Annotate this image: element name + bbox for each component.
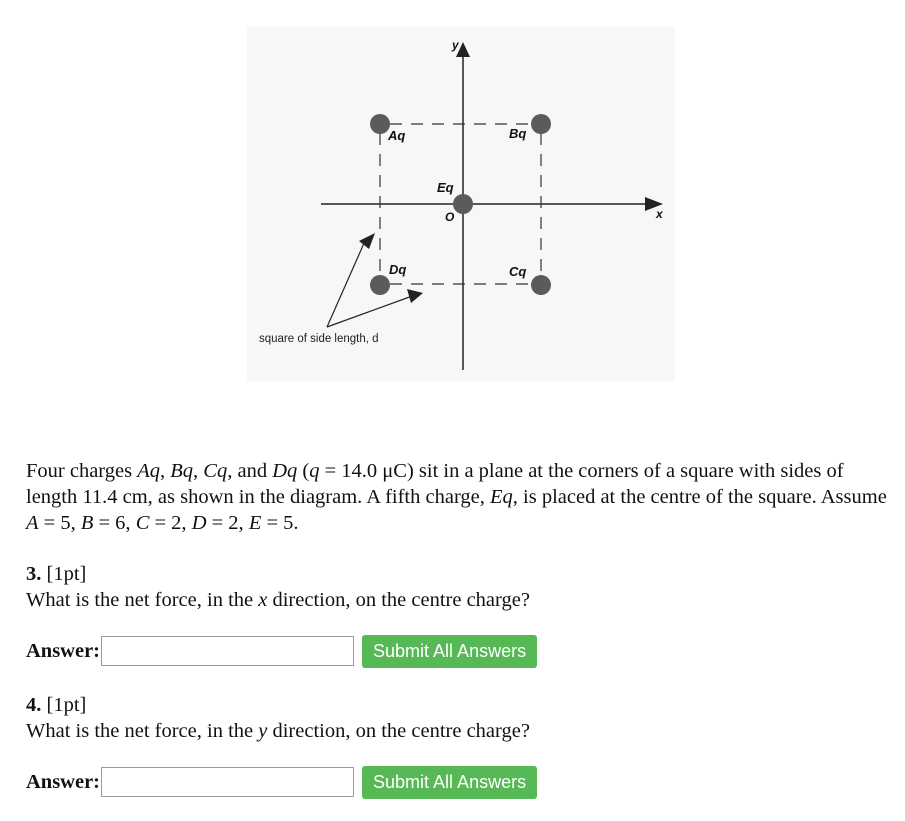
question-3-text-part: direction, on the centre charge? xyxy=(267,589,530,611)
problem-text: = 5, xyxy=(38,512,81,534)
diagram-caption: square of side length, d xyxy=(259,333,379,345)
question-3 xyxy=(26,561,530,613)
origin-label: O xyxy=(445,210,455,224)
problem-text: = 2, xyxy=(149,512,192,534)
problem-statement xyxy=(26,458,891,536)
problem-text: , is placed at the centre of the square. Assume xyxy=(512,486,887,508)
question-4-points: [1pt] xyxy=(41,694,87,716)
question-4-text-part: direction, on the centre charge? xyxy=(267,720,530,742)
question-3-answer-label: Answer: xyxy=(26,639,101,662)
charge-b-dot xyxy=(531,114,551,134)
question-4-answer-row xyxy=(26,766,537,798)
var-d: D xyxy=(191,512,207,534)
question-4 xyxy=(26,692,530,744)
question-3-answer-input[interactable] xyxy=(101,636,354,666)
question-4-answer-input[interactable] xyxy=(101,767,354,797)
problem-text: ( xyxy=(297,460,310,482)
problem-text: = 14.0 μC) sit in a plane at the corners of a square with sides of length 11.4 cm, as shown in the diagram. A fifth charge, xyxy=(26,460,844,508)
charge-e-label: Eq xyxy=(437,180,454,195)
question-4-number: 4. xyxy=(26,694,42,716)
var-dq: Dq xyxy=(272,460,298,482)
var-c: C xyxy=(135,512,150,534)
charge-c-dot xyxy=(531,275,551,295)
problem-text: = 2, xyxy=(206,512,249,534)
var-aq: Aq xyxy=(137,460,160,482)
problem-text: , and xyxy=(227,460,273,482)
charge-d-label: Dq xyxy=(389,262,407,277)
charge-c-label: Cq xyxy=(509,264,527,279)
charge-d-dot xyxy=(370,275,390,295)
var-a: A xyxy=(26,512,39,534)
charge-a-label: Aq xyxy=(388,128,406,143)
question-3-number: 3. xyxy=(26,563,42,585)
charge-square-diagram xyxy=(247,27,675,381)
var-q: q xyxy=(309,460,320,482)
question-3-text-part: What is the net force, in the xyxy=(26,589,259,611)
question-3-submit-button[interactable]: Submit All Answers xyxy=(362,635,537,668)
problem-text: , xyxy=(193,460,204,482)
question-4-answer-label: Answer: xyxy=(26,770,101,793)
charge-b-label: Bq xyxy=(509,126,527,141)
question-3-variable: x xyxy=(258,589,268,611)
var-eq: Eq xyxy=(490,486,513,508)
problem-text: = 6, xyxy=(93,512,136,534)
question-3-points: [1pt] xyxy=(41,563,87,585)
question-4-text xyxy=(26,718,530,744)
problem-text: , xyxy=(160,460,171,482)
question-4-header xyxy=(26,692,530,718)
y-axis-label: y xyxy=(452,38,459,52)
charge-a-dot xyxy=(370,114,390,134)
problem-text: = 5. xyxy=(261,512,299,534)
x-axis-label: x xyxy=(656,207,663,221)
question-3-text xyxy=(26,587,530,613)
charge-e-dot xyxy=(453,194,473,214)
question-4-text-part: What is the net force, in the xyxy=(26,720,259,742)
var-cq: Cq xyxy=(203,460,228,482)
question-4-submit-button[interactable]: Submit All Answers xyxy=(362,766,537,799)
var-b: B xyxy=(80,512,94,534)
var-e: E xyxy=(248,512,262,534)
var-bq: Bq xyxy=(170,460,194,482)
problem-text: Four charges xyxy=(26,460,138,482)
question-4-variable: y xyxy=(258,720,268,742)
question-3-header xyxy=(26,561,530,587)
question-3-answer-row xyxy=(26,635,537,667)
